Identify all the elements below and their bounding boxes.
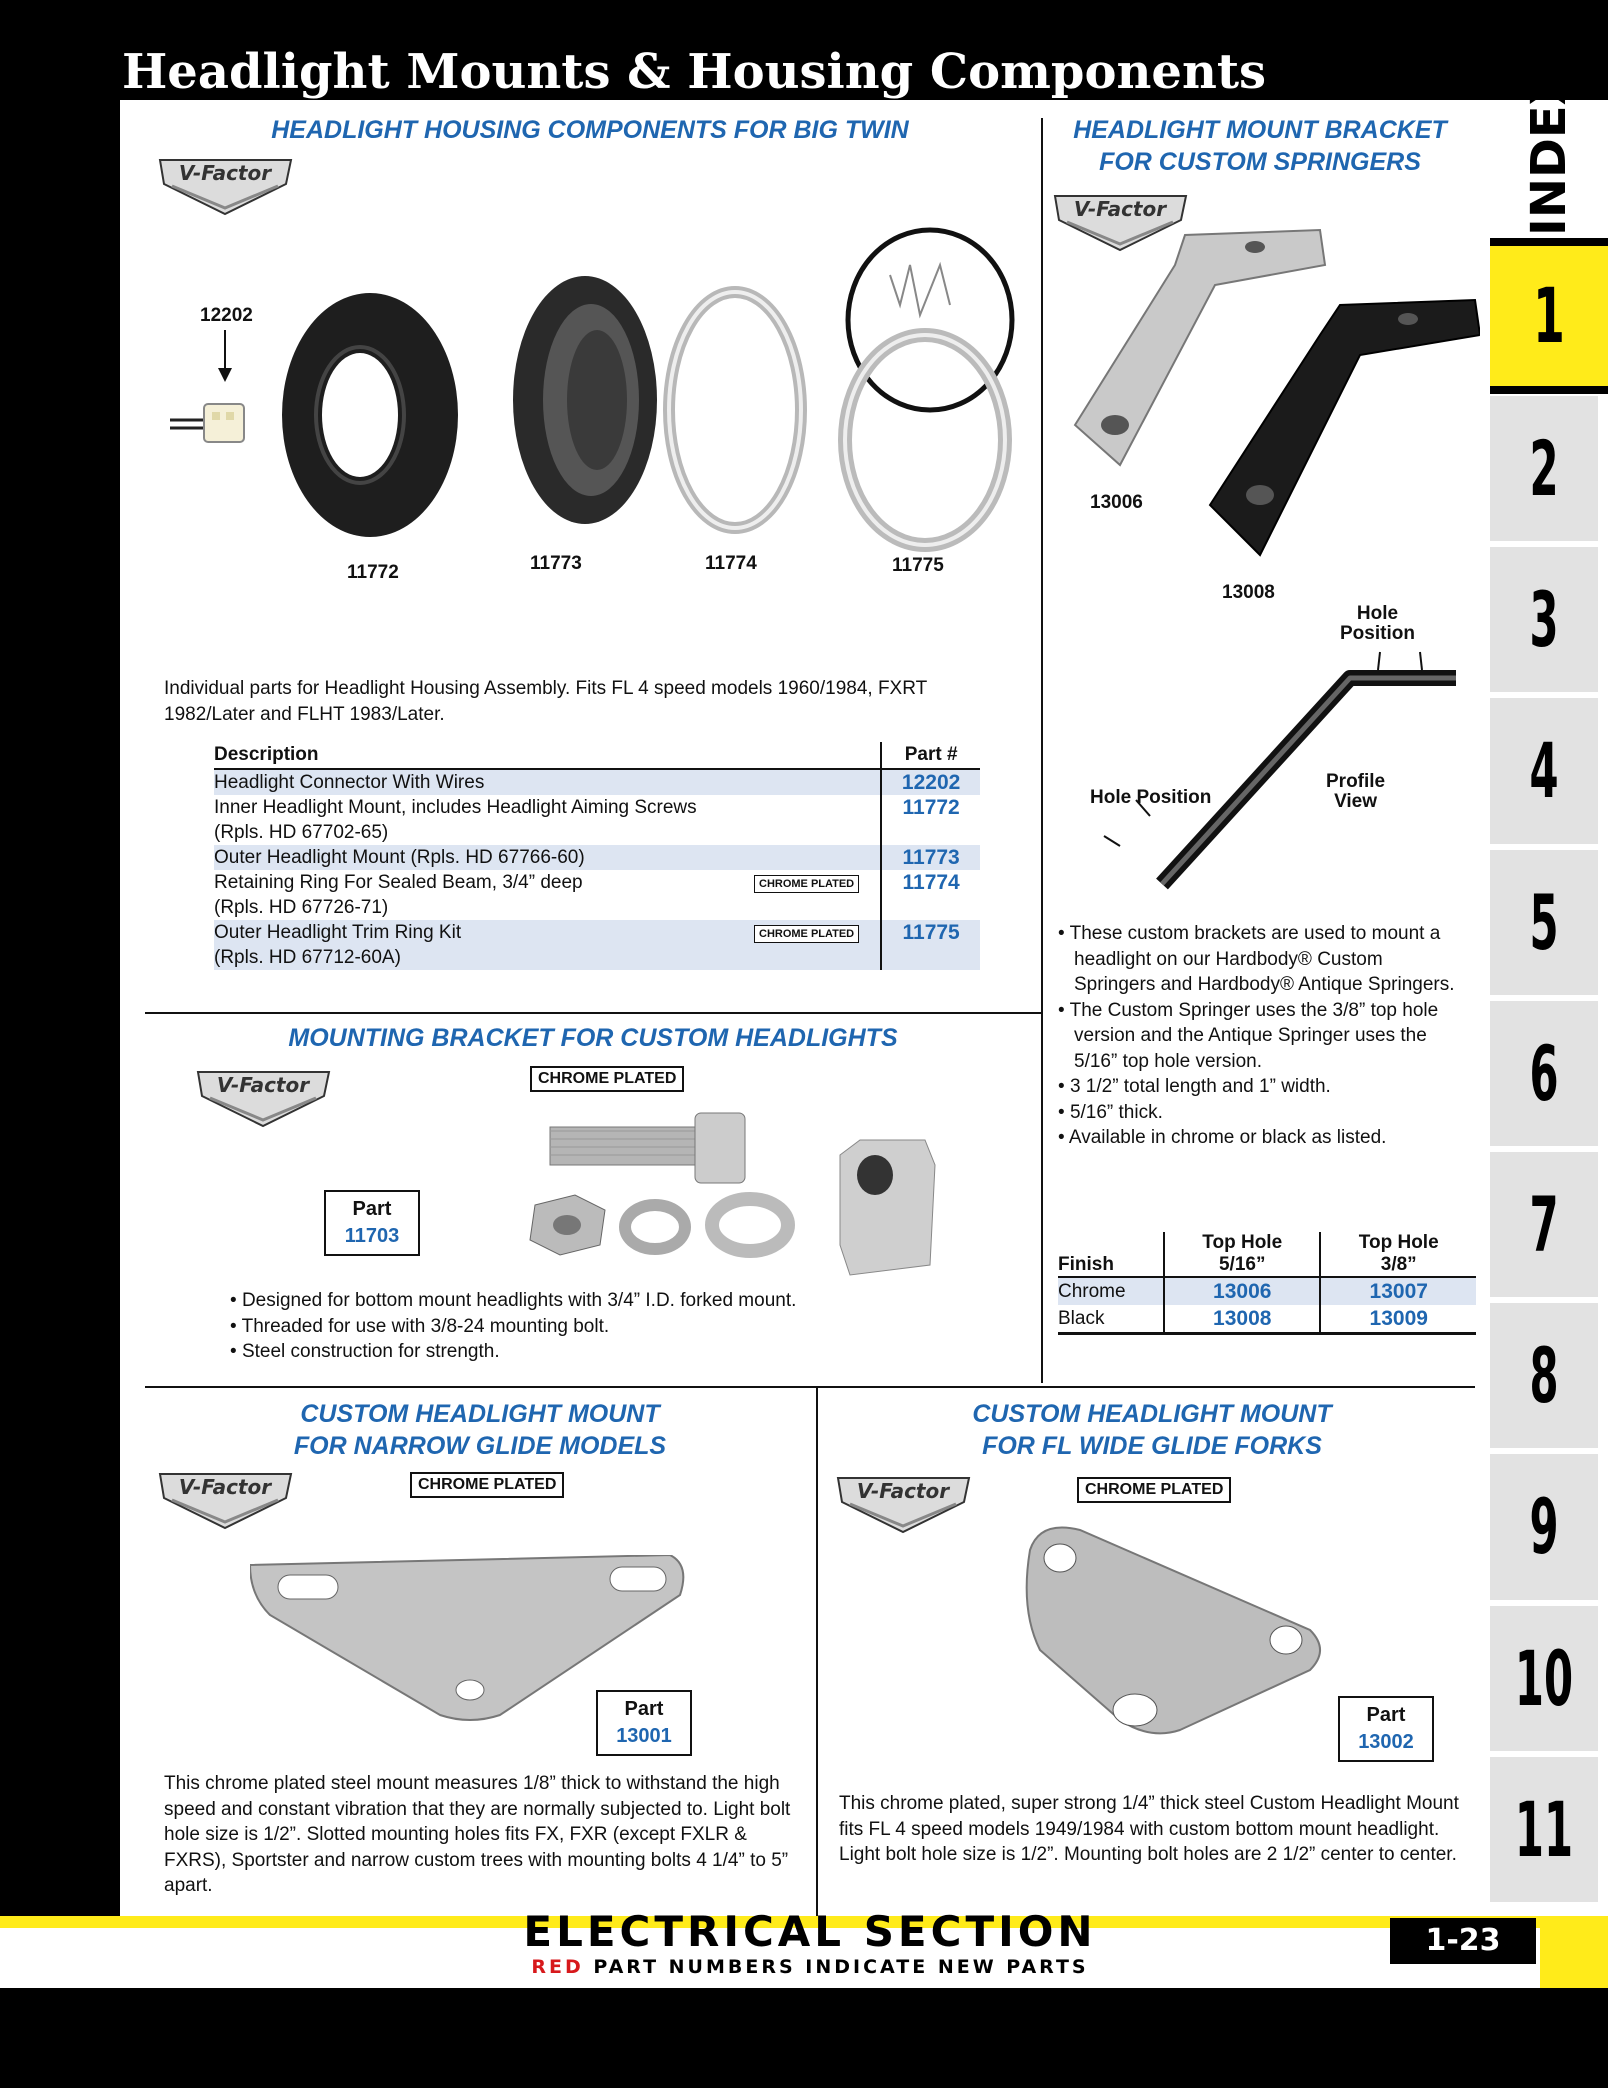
narrow-title: CUSTOM HEADLIGHT MOUNT FOR NARROW GLIDE MODELS bbox=[293, 1400, 667, 1460]
footer-section-title: ELECTRICAL SECTION bbox=[523, 1907, 1097, 1956]
hole-position-bottom: Hole Position bbox=[1090, 787, 1212, 808]
tab-1-label: 1 bbox=[1533, 271, 1565, 360]
tab-label: 11 bbox=[1514, 1784, 1574, 1874]
col-top-hole-38: Top Hole 3/8” bbox=[1319, 1232, 1476, 1276]
wide-title: CUSTOM HEADLIGHT MOUNT FOR FL WIDE GLIDE FORKS bbox=[972, 1400, 1332, 1460]
housing-11772-image bbox=[280, 290, 460, 545]
tab-index[interactable] bbox=[1490, 68, 1608, 236]
table-row bbox=[214, 795, 980, 845]
housing-description: Individual parts for Headlight Housing Assembly. Fits FL 4 speed models 1960/1984, FXRT 1982/Later and FLHT 1983/Later. bbox=[164, 678, 927, 725]
table-row bbox=[214, 845, 980, 870]
bolt-nut-washer-image bbox=[505, 1095, 945, 1290]
chrome-plated-badge: CHROME PLATED bbox=[530, 1066, 684, 1092]
row-part-38: 13007 bbox=[1319, 1278, 1476, 1305]
label-11774: 11774 bbox=[705, 553, 757, 574]
row-finish: Black bbox=[1058, 1308, 1105, 1329]
list-item: • Threaded for use with 3/8-24 mounting bolt. bbox=[230, 1315, 610, 1337]
row-part-38: 13009 bbox=[1319, 1305, 1476, 1332]
row-description: Headlight Connector With Wires bbox=[214, 772, 485, 793]
vfactor-logo bbox=[158, 1470, 293, 1537]
section-divider bbox=[145, 1012, 1041, 1014]
section-divider bbox=[145, 1386, 1475, 1388]
row-description: Outer Headlight Mount (Rpls. HD 67766-60) bbox=[214, 847, 585, 868]
list-item: • 3 1/2” total length and 1” width. bbox=[1058, 1076, 1331, 1097]
ring-11774-image bbox=[660, 280, 810, 545]
row-description: Retaining Ring For Sealed Beam, 3/4” deep (Rpls. HD 67726-71) CHROME PLATED bbox=[214, 870, 880, 920]
tab-1-active[interactable] bbox=[1490, 238, 1608, 394]
tab-3[interactable] bbox=[1490, 547, 1598, 692]
svg-text:V-Factor: V-Factor bbox=[856, 1479, 950, 1503]
col-top-hole-516: Top Hole 5/16” bbox=[1163, 1232, 1320, 1276]
housing-11773-image bbox=[505, 270, 665, 535]
list-item: • These custom brackets are used to mount a headlight on our Hardbody® Custom Springers and Hardbody® Antique Springers. bbox=[1058, 923, 1455, 995]
label-13008: 13008 bbox=[1222, 582, 1275, 603]
chrome-plated-badge: CHROME PLATED bbox=[754, 925, 859, 943]
tab-11[interactable] bbox=[1490, 1757, 1598, 1902]
list-item: • Designed for bottom mount headlights with 3/4” I.D. forked mount. bbox=[230, 1290, 797, 1311]
springer-finish-table bbox=[1058, 1232, 1476, 1335]
vfactor-logo bbox=[836, 1474, 971, 1541]
page-number: 1-23 bbox=[1390, 1918, 1536, 1964]
footer-red-word: RED bbox=[531, 1956, 584, 1978]
table-row bbox=[1058, 1305, 1476, 1335]
svg-text:V-Factor: V-Factor bbox=[178, 1475, 272, 1499]
row-description: Outer Headlight Trim Ring Kit (Rpls. HD 67712-60A) CHROME PLATED bbox=[214, 920, 880, 970]
label-11772: 11772 bbox=[347, 562, 399, 583]
col-part: Part # bbox=[880, 742, 980, 768]
row-description: Inner Headlight Mount, includes Headlight Aiming Screws (Rpls. HD 67702-65) bbox=[214, 797, 697, 843]
row-part-number: 11775 bbox=[880, 920, 980, 970]
page-title: Headlight Mounts & Housing Components bbox=[121, 44, 1267, 100]
list-item: • The Custom Springer uses the 3/8” top hole version and the Antique Springer uses the 5/16” top hole version. bbox=[1058, 999, 1439, 1072]
table-row bbox=[1058, 1278, 1476, 1305]
row-part-number: 11774 bbox=[880, 870, 980, 920]
row-finish: Chrome bbox=[1058, 1281, 1126, 1302]
footer-yellow-corner bbox=[1540, 1928, 1608, 1988]
row-part-number: 11772 bbox=[880, 795, 980, 845]
connector-image bbox=[170, 398, 250, 453]
vfactor-logo bbox=[196, 1068, 331, 1135]
bracket-black-image bbox=[1200, 285, 1480, 570]
profile-view-label: Profile View bbox=[1326, 771, 1386, 812]
tab-6[interactable] bbox=[1490, 1001, 1598, 1146]
label-11773: 11773 bbox=[530, 553, 582, 574]
row-part-number: 11773 bbox=[880, 845, 980, 870]
springer-title-line1: HEADLIGHT MOUNT BRACKET bbox=[1073, 116, 1447, 144]
tab-10[interactable] bbox=[1490, 1606, 1598, 1751]
label-13006: 13006 bbox=[1090, 492, 1143, 513]
part-13002-box: Part 13002 bbox=[1338, 1696, 1434, 1762]
label-11775: 11775 bbox=[892, 555, 944, 576]
wide-mount-image bbox=[1010, 1520, 1340, 1745]
springer-bullets bbox=[1058, 921, 1458, 1151]
wide-description: This chrome plated, super strong 1/4” thick steel Custom Headlight Mount fits FL 4 speed models 1949/1984 with custom bottom mount headlight. Light bolt hole size is 1/2”. Mounting bolt holes are 2 1/2” center to center. bbox=[839, 1793, 1459, 1865]
table-row bbox=[214, 870, 980, 920]
tab-index-label: INDEX bbox=[1521, 68, 1577, 236]
vfactor-logo bbox=[158, 156, 293, 223]
springer-title-line2: FOR CUSTOM SPRINGERS bbox=[1099, 148, 1421, 176]
profile-view-diagram bbox=[1100, 650, 1460, 905]
table-row bbox=[214, 920, 980, 970]
housing-title: HEADLIGHT HOUSING COMPONENTS FOR BIG TWIN bbox=[271, 116, 909, 144]
list-item: • Available in chrome or black as listed. bbox=[1058, 1127, 1387, 1148]
hole-position-top: Hole Position bbox=[1340, 603, 1415, 644]
tab-7[interactable] bbox=[1490, 1152, 1598, 1297]
tab-label: 9 bbox=[1529, 1482, 1559, 1572]
row-part-516: 13008 bbox=[1163, 1305, 1320, 1332]
column-divider bbox=[816, 1388, 818, 1916]
chrome-plated-badge: CHROME PLATED bbox=[410, 1472, 564, 1498]
housing-parts-table bbox=[214, 742, 980, 970]
tab-label: 2 bbox=[1529, 424, 1559, 513]
tab-label: 6 bbox=[1529, 1028, 1559, 1118]
table-row bbox=[214, 770, 980, 795]
tab-label: 3 bbox=[1529, 575, 1559, 665]
tab-label: 10 bbox=[1514, 1633, 1574, 1723]
label-12202: 12202 bbox=[200, 305, 253, 326]
tab-5[interactable] bbox=[1490, 850, 1598, 995]
svg-text:V-Factor: V-Factor bbox=[216, 1073, 310, 1097]
svg-text:V-Factor: V-Factor bbox=[1073, 197, 1167, 221]
row-part-number: 12202 bbox=[880, 770, 980, 795]
part-11703-box: Part 11703 bbox=[324, 1190, 420, 1256]
row-part-516: 13006 bbox=[1163, 1278, 1320, 1305]
tab-label: 8 bbox=[1529, 1331, 1559, 1421]
narrow-description: This chrome plated steel mount measures 1/8” thick to withstand the high speed and constant vibration that they are normally subjected to. Light bolt hole size is 1/2”. Slotted mounting holes fits FX, FXR (except FXLR & FXRS), Sportster and narrow custom trees with mounting bolts 4 1/4” to 5” apart. bbox=[164, 1773, 791, 1896]
trim-ring-11775-image bbox=[830, 225, 1020, 560]
list-item: • 5/16” thick. bbox=[1058, 1101, 1163, 1123]
tab-label: 4 bbox=[1529, 726, 1559, 816]
bracket-bullets bbox=[230, 1288, 1030, 1365]
tab-label: 7 bbox=[1529, 1180, 1559, 1269]
part-13001-box: Part 13001 bbox=[596, 1690, 692, 1756]
bracket-title: MOUNTING BRACKET FOR CUSTOM HEADLIGHTS bbox=[288, 1024, 898, 1052]
footer-note-text: PART NUMBERS INDICATE NEW PARTS bbox=[593, 1956, 1089, 1978]
tab-4[interactable] bbox=[1490, 698, 1598, 843]
logo-text: V-Factor bbox=[178, 161, 272, 185]
chrome-plated-badge: CHROME PLATED bbox=[1077, 1477, 1231, 1503]
footer-note bbox=[480, 1956, 1140, 1978]
arrow-down-icon bbox=[215, 330, 235, 387]
col-finish: Finish bbox=[1058, 1254, 1114, 1275]
tab-2[interactable] bbox=[1490, 396, 1598, 541]
list-item: • Steel construction for strength. bbox=[230, 1341, 500, 1362]
chrome-plated-badge: CHROME PLATED bbox=[754, 875, 859, 893]
tab-9[interactable] bbox=[1490, 1454, 1598, 1599]
column-divider bbox=[1041, 118, 1043, 1383]
tab-label: 5 bbox=[1529, 877, 1559, 967]
col-description: Description bbox=[214, 744, 319, 765]
springer-title bbox=[1045, 114, 1475, 178]
tab-8[interactable] bbox=[1490, 1303, 1598, 1448]
